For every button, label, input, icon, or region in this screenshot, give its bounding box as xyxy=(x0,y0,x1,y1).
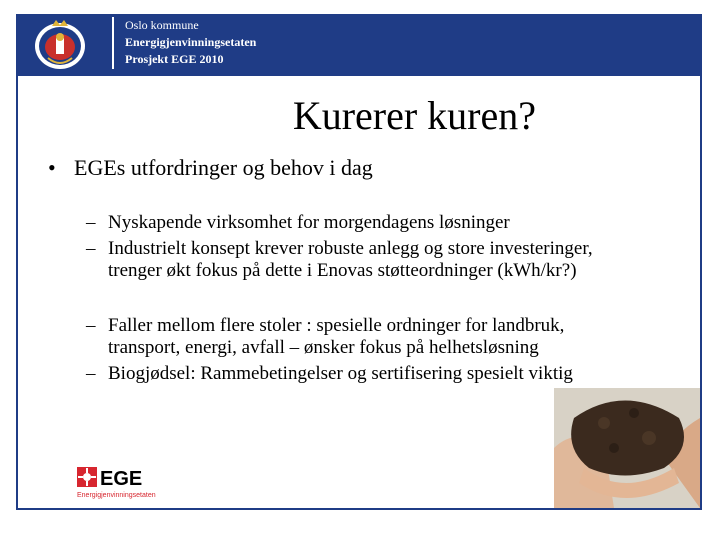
slide-title-text: Kurerer kuren? xyxy=(292,93,536,138)
sub-item-4 xyxy=(86,363,686,385)
slide-title xyxy=(40,92,680,139)
sub-item-2 xyxy=(86,238,686,282)
header-text xyxy=(125,17,256,68)
header-divider xyxy=(112,17,114,69)
main-bullet-text: EGEs utfordringer og behov i dag xyxy=(74,155,373,180)
oslo-crest-icon xyxy=(30,16,90,74)
dash-glyph: – xyxy=(86,315,96,336)
org-name: Oslo kommune xyxy=(125,18,199,32)
sub-item-text: Faller mellom flere stoler : spesielle ordninger for landbruk, xyxy=(108,315,565,336)
sub-item-text: Industrielt konsept krever robuste anlegg og store investeringer, xyxy=(108,238,593,259)
sub-item-3 xyxy=(86,315,686,359)
bullet-glyph: • xyxy=(48,155,56,180)
sub-item-text: Biogjødsel: Rammebetingelser og sertifisering spesielt viktig xyxy=(108,363,573,384)
dash-glyph: – xyxy=(86,238,96,259)
sub-item-continuation: trenger økt fokus på dette i Enovas støtteordninger (kWh/kr?) xyxy=(108,260,577,281)
dash-glyph: – xyxy=(86,363,96,384)
sub-item-1 xyxy=(86,212,686,234)
logo-name: EGE xyxy=(100,468,143,490)
agency-name: Energigjenvinningsetaten xyxy=(125,35,257,49)
project-name: Prosjekt EGE 2010 xyxy=(125,52,224,66)
sub-item-continuation: transport, energi, avfall – ønsker fokus på helhetsløsning xyxy=(108,337,539,358)
logo-tagline: Energigjenvinningsetaten xyxy=(77,492,156,499)
ege-sun-icon xyxy=(76,466,186,500)
main-bullet xyxy=(48,155,373,181)
dash-glyph: – xyxy=(86,212,96,233)
sub-item-text: Nyskapende virksomhet for morgendagens løsninger xyxy=(108,212,510,233)
compost-hands-image xyxy=(554,388,700,508)
header-band xyxy=(16,14,702,76)
ege-logo xyxy=(76,466,186,500)
